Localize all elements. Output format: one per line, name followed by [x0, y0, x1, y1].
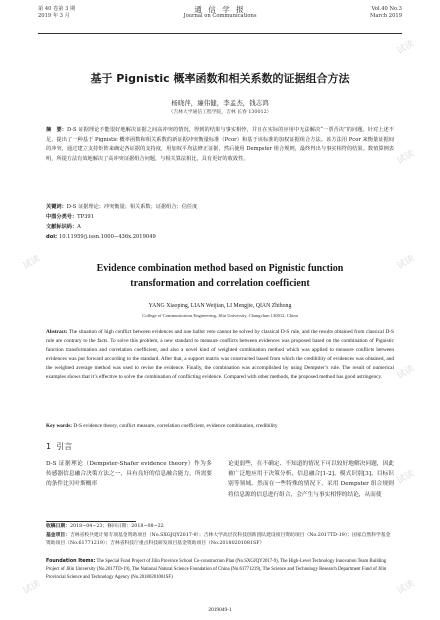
title-en-line2: transformation and correlation coefficient [130, 277, 310, 289]
authors-en: YANG Xiaoping, LIAN Weijian, LI Mengjie, QIAN Zhihong [148, 303, 292, 309]
footnote-received [46, 523, 394, 531]
doi-label: doi: [46, 234, 59, 240]
clc-number [46, 213, 394, 223]
header-journal [38, 6, 402, 20]
abstract-cn [46, 126, 394, 164]
section-title: 引言 [56, 442, 73, 451]
page-number: 2019049-1 [208, 607, 232, 613]
fund-label: 基金项目： [46, 533, 70, 538]
footnote-foundation [46, 558, 394, 583]
header-volume-info-en [370, 6, 402, 20]
keywords-en-text: D-S evidence theory, conflict measure, correlation coefficient, evidence combination, credibility [73, 423, 278, 429]
footnote-rule [46, 521, 136, 522]
title-en-line1: Evidence combination method based on Pignistic function [96, 263, 344, 274]
watermark: 试读 [395, 38, 417, 57]
clc-label: 中图分类号： [46, 214, 78, 220]
title-cn: 基于 Pignistic 概率函数和相关系数的证据组合方法 [90, 72, 350, 85]
abstract-en-label: Abstract: [46, 329, 68, 335]
keywords-cn-label: 关键词： [46, 204, 67, 210]
watermark: 试读 [395, 578, 417, 597]
doi [46, 233, 394, 243]
section-heading [46, 441, 72, 452]
header-volume-en: Vol.40 No.3 [371, 6, 402, 12]
title-en [30, 262, 410, 291]
journal-name-cn: 通 信 学 报 [194, 5, 246, 14]
body-column-right: 论更弱些，在不确定、不知道的情况下可以较好地解决问题，因此被广泛地应用于决策分析、信息融合[1-2]、模式识别[3]、目标识别等领域。然而在一些特殊的情况下，采用 Dempster 组合规则将信息源的信息进行组合，会产生与事实相悖的结论，从而使 [228, 461, 394, 498]
clc-value: TP391 [77, 214, 94, 220]
running-header [38, 4, 402, 32]
journal-name-en: Journal on Communications [183, 13, 257, 19]
received-dates: 2018−04−23；修回日期：2018−08−22 [70, 524, 164, 529]
section-number: 1 [46, 442, 52, 451]
foundation-text: The Special Fund Project of Jilin Province School Co-construction Plan (No.SXGJQY2017-9), The High-Level Technology Innovation Team Building Project of Jilin University (No.2017TD-19), The National Natural Science Foundation of China (No.61771219), The Science and Technology Research Department Fund of Jilin Provincial Science and Technology Agency (No.20180201081SF) [46, 559, 387, 581]
abstract-cn-label: 摘 要： [46, 127, 68, 133]
authors-cn: 杨晓萍，廉伟健，李孟杰，钱志鸿 [171, 99, 269, 107]
abstract-en-text: The situation of high conflict between evidences and one ballot veto cannot be solved by classical D-S rule, and the results obtained from classical D-S rule are contrary to the facts. To solve this problem, a new standard to measure conflicts between evidences was proposed based on the combination of Pignistic function transformation and correlation coefficient, and also a novel kind of weighted combination method which was applied to measure conflicts between evidences was put forward according to the standard. After that, a support matrix was constructed based from which the credibility of evidences was obtained, and the weighted average method was used to revise the evidence. Finally, the combination was accomplished by using Dempster’s rule. The result of numerical examples shows that it’s effective to solve the combination of conflicting evidence. Compared with other methods, the proposed method has good astringency. [46, 329, 394, 380]
document-code [46, 223, 394, 233]
abstract-en [46, 328, 394, 382]
header-rule [38, 33, 402, 34]
watermark: 试读 [395, 468, 417, 487]
header-volume-cn: 第 40 卷第 3 期 [38, 6, 76, 12]
received-label: 收稿日期： [46, 524, 70, 529]
foundation-label: Foundation Items: [46, 559, 96, 564]
affiliation-en: College of Communication Engineering, Jilin University, Changchun 130012, China [142, 313, 298, 318]
document-code-value: A [77, 224, 81, 230]
keywords-en-label: Key words: [46, 423, 73, 429]
header-date-cn: 2019 年 3 月 [38, 13, 70, 19]
doi-value: 10.11959/j.issn.1000−436x.2019049 [58, 234, 156, 240]
watermark: 试读 [21, 578, 43, 597]
keywords-cn [46, 203, 394, 213]
document-code-label: 文献标识码： [46, 224, 78, 230]
watermark: 试读 [395, 148, 417, 167]
abstract-cn-text: D-S 证据理论不能很好地解决证据之间高冲突的情况，得到的结果与事实相悖，并且在实际的应用中无法解决“一票否决”的问题。针对上述不足，提出了一种基于 Pignistic 概率函数和相关系数的新证据冲突衡量标准（Pcor）和基于该标准的加权证据组合方法。该方法用 Pcor 来衡量证据间的冲突，通过建立支持矩阵来确定各证据的支持度，用加权平均法修正证据，然后使用 Dempster 组合规则，最终得出与事实相符的结果。数值算例表明，所提方法有效地解决了高冲突证据组合问题，与相关算法相比，具有更好的收敛性。 [46, 127, 394, 162]
watermark: 试读 [395, 363, 417, 382]
affiliation-cn: （吉林大学通信工程学院，吉林 长春 130012） [168, 110, 272, 115]
footnote-fund [46, 532, 394, 548]
keywords-cn-text: D-S 证据理论；冲突衡量；相关系数；证据组合；信任度 [66, 204, 198, 210]
body-column-left: D-S 证据理论（Dempster-Shafer evidence theory）作为多传感器信息融合决策方法之一，具有良好的信息融合能力，所需要的条件比贝叶斯概率 [46, 461, 212, 488]
fund-text: 吉林省校共建计划专项基金资助项目（No.SXGJQY2017-9）；吉林大学高层次科技创新团队建设项目资助项目（No.2017TD-19）；国家自然科学基金资助项目（No.61771219）；吉林省科技厅重点科技研发项目基金资助项目（No.20180201081SF） [46, 533, 391, 547]
header-date-en: March 2019 [370, 13, 402, 19]
watermark: 试读 [395, 253, 417, 272]
keywords-en [46, 422, 394, 431]
watermark: 试读 [21, 253, 43, 272]
